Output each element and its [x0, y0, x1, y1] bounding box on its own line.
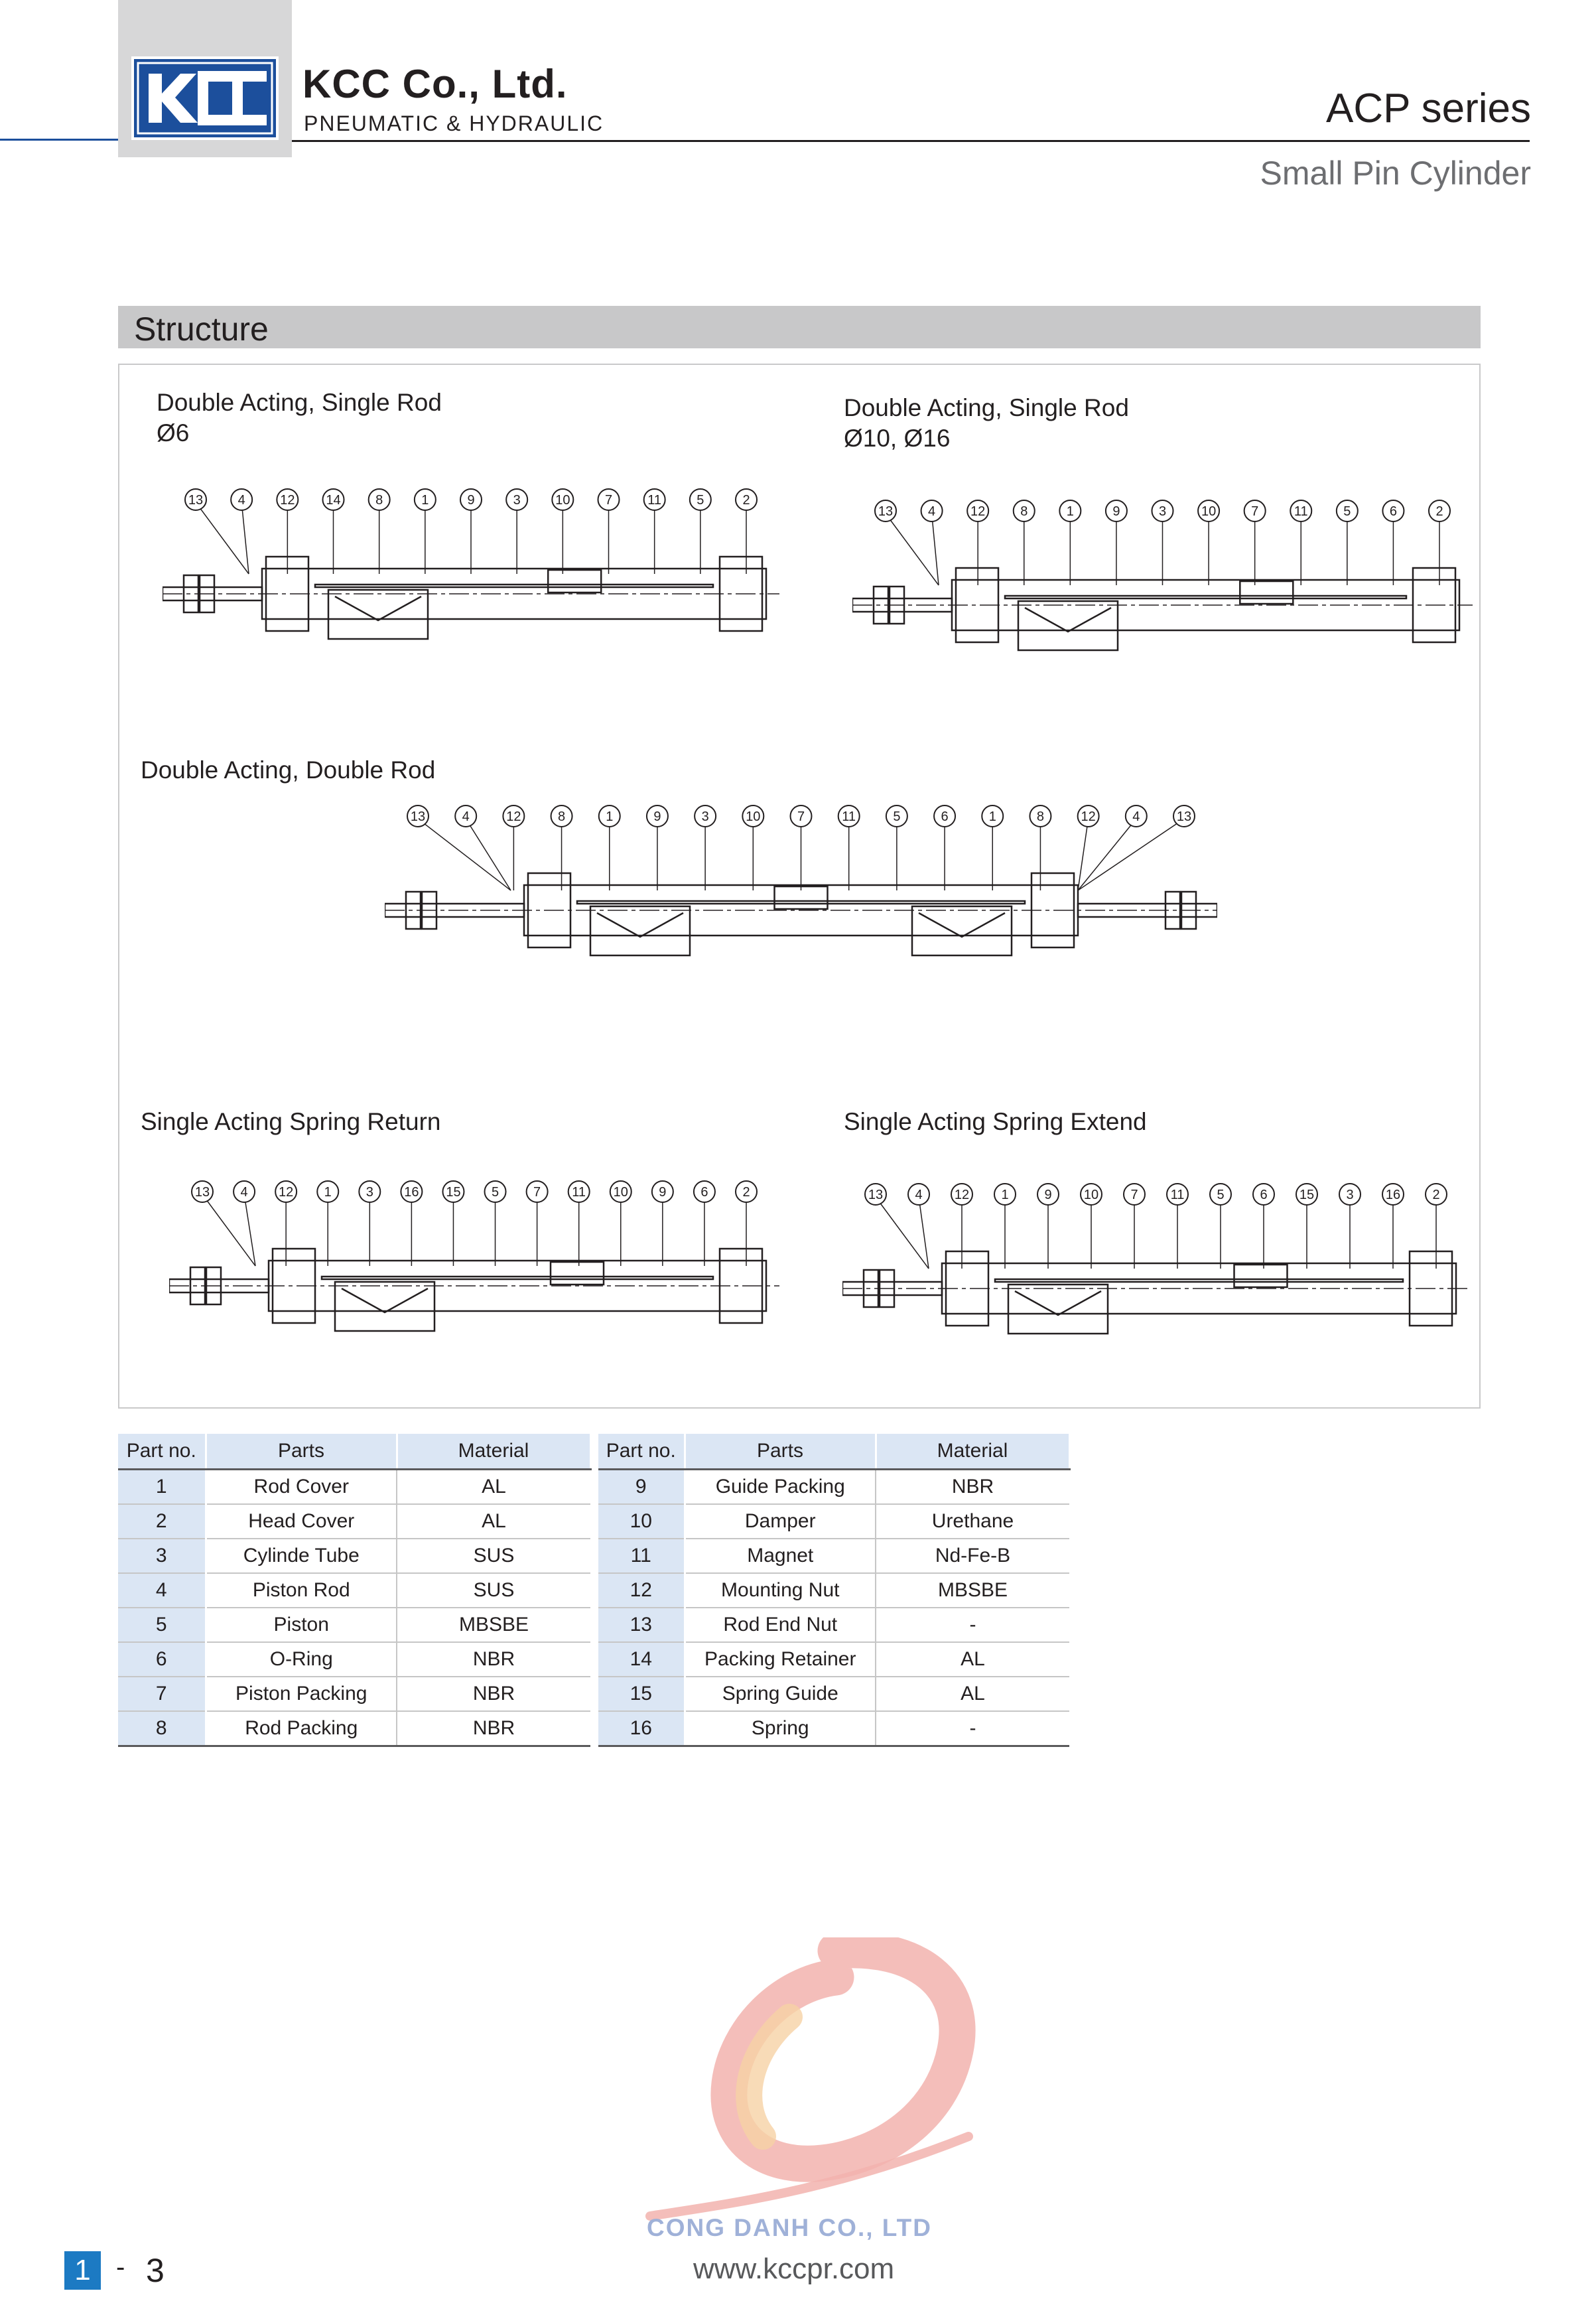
diagram-2-title: Double Acting, Single Rod	[844, 394, 1129, 421]
callout-number: 6	[1389, 504, 1397, 519]
col-header-parts: Parts	[685, 1434, 876, 1470]
callout-leader	[196, 502, 249, 574]
callout-number: 1	[1001, 1188, 1009, 1202]
col-header-material: Material	[876, 1434, 1069, 1470]
series-subtitle: Small Pin Cylinder	[1260, 155, 1531, 192]
header-rule	[292, 140, 1530, 142]
material-cell: AL	[876, 1642, 1069, 1677]
part-number-cell: 6	[118, 1642, 206, 1677]
nut-chamfer	[1025, 608, 1111, 632]
callout-number: 4	[1132, 809, 1140, 824]
part-name-cell: Head Cover	[206, 1504, 397, 1539]
material-cell: SUS	[397, 1539, 590, 1573]
callout-number: 9	[1112, 504, 1120, 519]
section-title: Structure	[134, 311, 269, 348]
callout-number: 5	[893, 809, 901, 824]
callout-number: 12	[506, 809, 521, 824]
callout-number: 8	[1036, 809, 1044, 824]
diagram-4-title: Single Acting Spring Return	[141, 1108, 441, 1135]
part-number-cell: 4	[118, 1573, 206, 1608]
callout-number: 6	[700, 1185, 708, 1200]
callout-number: 12	[954, 1188, 970, 1202]
part-name-cell: Damper	[685, 1504, 876, 1539]
part-name-cell: Piston Packing	[206, 1677, 397, 1711]
cylinder-tube-line	[322, 1277, 713, 1279]
callout-number: 5	[1217, 1188, 1225, 1202]
diagram-4-caption	[141, 1107, 441, 1137]
callout-number: 3	[366, 1185, 373, 1200]
part-number-cell: 7	[118, 1677, 206, 1711]
diagram-1-title: Double Acting, Single Rod	[157, 389, 442, 416]
callout-number: 3	[513, 493, 521, 508]
part-name-cell: Spring	[685, 1711, 876, 1746]
callout-number: 7	[1251, 504, 1259, 519]
diagram-2-caption	[844, 393, 1129, 454]
cong-danh-watermark-logo	[637, 1937, 982, 2229]
callout-leader	[241, 502, 249, 574]
callout-number: 4	[928, 504, 936, 519]
part-number-cell: 13	[598, 1608, 685, 1642]
callout-leader	[466, 819, 511, 890]
part-number-cell: 14	[598, 1642, 685, 1677]
callout-number: 6	[941, 809, 949, 824]
callout-number: 3	[701, 809, 709, 824]
material-cell: NBR	[397, 1677, 590, 1711]
part-name-cell: Mounting Nut	[685, 1573, 876, 1608]
col-header-part-no: Part no.	[598, 1434, 685, 1470]
callout-number: 10	[613, 1185, 628, 1200]
callout-number: 8	[1020, 504, 1028, 519]
callout-leader	[202, 1194, 255, 1266]
cylinder-tube-line	[577, 901, 1025, 904]
diagram-1-caption	[157, 387, 442, 449]
page-chapter-badge: 1	[64, 2251, 101, 2290]
callout-leader	[418, 819, 511, 890]
kcc-logo-mark	[134, 59, 276, 137]
piston	[1240, 581, 1293, 604]
callout-number: 1	[988, 809, 996, 824]
part-name-cell: Piston	[206, 1608, 397, 1642]
header-rule-accent	[0, 139, 118, 141]
callout-number: 9	[1044, 1188, 1052, 1202]
part-number-cell: 12	[598, 1573, 685, 1608]
material-cell: SUS	[397, 1573, 590, 1608]
callout-number: 13	[1176, 809, 1192, 824]
callout-number: 13	[868, 1188, 884, 1202]
part-number-cell: 2	[118, 1504, 206, 1539]
section-header	[118, 306, 1481, 348]
callout-number: 7	[604, 493, 613, 508]
nut-chamfer	[335, 596, 421, 620]
callout-number: 9	[653, 809, 661, 824]
mounting-block	[1008, 1285, 1108, 1334]
table-row	[598, 1539, 1069, 1573]
material-cell: AL	[876, 1677, 1069, 1711]
callout-number: 5	[491, 1185, 499, 1200]
table-row	[598, 1573, 1069, 1608]
material-cell: -	[876, 1711, 1069, 1746]
cylinder-drawing-double-double	[385, 804, 1217, 957]
callout-number: 11	[647, 493, 662, 508]
callout-number: 10	[1083, 1188, 1099, 1202]
callout-number: 5	[1343, 504, 1351, 519]
callout-number: 4	[237, 493, 245, 508]
callout-number: 11	[842, 809, 856, 824]
table-row	[118, 1642, 590, 1677]
company-tagline: PNEUMATIC & HYDRAULIC	[304, 111, 604, 135]
callout-number: 12	[280, 493, 295, 508]
callout-number: 8	[558, 809, 566, 824]
callout-number: 12	[279, 1185, 294, 1200]
material-cell: Nd-Fe-B	[876, 1539, 1069, 1573]
nut-chamfer	[342, 1289, 428, 1312]
diagram-3-title: Double Acting, Double Rod	[141, 756, 436, 784]
footer-url[interactable]: www.kccpr.com	[693, 2253, 895, 2285]
cylinder-drawing-spring-extend	[842, 1182, 1469, 1335]
mounting-block	[912, 906, 1012, 955]
callout-number: 7	[1130, 1188, 1138, 1202]
table-row	[118, 1608, 590, 1642]
callout-number: 13	[194, 1185, 210, 1200]
table-row	[598, 1642, 1069, 1677]
table-row	[598, 1677, 1069, 1711]
diagram-2-size: Ø10, Ø16	[844, 425, 951, 452]
callout-number: 11	[1170, 1188, 1185, 1202]
table-row	[118, 1470, 590, 1505]
table-row	[598, 1608, 1069, 1642]
part-number-cell: 16	[598, 1711, 685, 1746]
callout-number: 11	[1294, 504, 1308, 519]
part-number-cell: 8	[118, 1711, 206, 1746]
part-number-cell: 11	[598, 1539, 685, 1573]
callout-leader	[1078, 819, 1184, 890]
callout-number: 1	[421, 493, 429, 508]
part-number-cell: 15	[598, 1677, 685, 1711]
callout-number: 16	[404, 1185, 419, 1200]
callout-number: 8	[375, 493, 383, 508]
diagram-5-caption	[844, 1107, 1147, 1137]
table-row	[118, 1504, 590, 1539]
col-header-part-no: Part no.	[118, 1434, 206, 1470]
callout-number: 5	[697, 493, 704, 508]
company-name: KCC Co., Ltd.	[302, 62, 568, 106]
part-name-cell: O-Ring	[206, 1642, 397, 1677]
part-name-cell: Guide Packing	[685, 1470, 876, 1505]
callout-number: 12	[970, 504, 986, 519]
cylinder-tube-line	[1005, 596, 1406, 598]
part-name-cell: Rod Packing	[206, 1711, 397, 1746]
callout-number: 16	[1385, 1188, 1401, 1202]
col-header-parts: Parts	[206, 1434, 397, 1470]
callout-number: 3	[1346, 1188, 1354, 1202]
material-cell: NBR	[876, 1470, 1069, 1505]
diagram-3-caption	[141, 755, 435, 786]
callout-number: 2	[1432, 1188, 1440, 1202]
diagram-1-size: Ø6	[157, 419, 190, 447]
part-name-cell: Rod End Nut	[685, 1608, 876, 1642]
piston	[1234, 1265, 1288, 1287]
callout-number: 15	[1299, 1188, 1315, 1202]
nut-chamfer	[597, 913, 683, 937]
parts-table-left	[118, 1434, 592, 1747]
callout-number: 13	[878, 504, 894, 519]
callout-number: 11	[572, 1185, 586, 1200]
callout-number: 4	[915, 1188, 923, 1202]
table-row	[118, 1677, 590, 1711]
table-row	[598, 1470, 1069, 1505]
cylinder-drawing-double-single-10-16	[852, 499, 1473, 652]
part-number-cell: 9	[598, 1470, 685, 1505]
page-separator: -	[116, 2253, 125, 2282]
part-name-cell: Packing Retainer	[685, 1642, 876, 1677]
table-row	[118, 1539, 590, 1573]
callout-number: 10	[746, 809, 761, 824]
part-number-cell: 5	[118, 1608, 206, 1642]
callout-number: 9	[659, 1185, 667, 1200]
callout-number: 2	[742, 493, 750, 508]
cylinder-drawing-double-single-6	[163, 488, 779, 640]
piston	[551, 1262, 604, 1285]
cylinder-tube-line	[995, 1279, 1403, 1282]
table-row	[118, 1573, 590, 1608]
callout-number: 6	[1260, 1188, 1268, 1202]
material-cell: AL	[397, 1470, 590, 1505]
part-name-cell: Magnet	[685, 1539, 876, 1573]
kcc-logo	[131, 56, 279, 140]
cylinder-drawing-spring-return	[169, 1180, 779, 1332]
callout-number: 9	[467, 493, 475, 508]
callout-number: 1	[606, 809, 614, 824]
callout-number: 7	[797, 809, 805, 824]
callout-leader	[886, 514, 939, 585]
mounting-block	[335, 1282, 434, 1331]
mounting-block	[590, 906, 690, 955]
watermark-text: CONG DANH CO., LTD	[647, 2214, 932, 2241]
part-name-cell: Spring Guide	[685, 1677, 876, 1711]
logo-panel	[118, 0, 292, 157]
cylinder-tube-line	[315, 585, 713, 587]
mounting-block	[1018, 601, 1118, 650]
callout-number: 1	[324, 1185, 332, 1200]
page-number: 3	[146, 2252, 165, 2289]
diagram-5-title: Single Acting Spring Extend	[844, 1108, 1147, 1135]
table-row	[598, 1711, 1069, 1746]
callout-number: 13	[188, 493, 204, 508]
part-number-cell: 1	[118, 1470, 206, 1505]
callout-number: 2	[1435, 504, 1443, 519]
callout-number: 14	[326, 493, 341, 508]
col-header-material: Material	[397, 1434, 590, 1470]
material-cell: MBSBE	[876, 1573, 1069, 1608]
material-cell: Urethane	[876, 1504, 1069, 1539]
material-cell: MBSBE	[397, 1608, 590, 1642]
callout-number: 7	[533, 1185, 541, 1200]
nut-chamfer	[919, 913, 1005, 937]
callout-number: 4	[240, 1185, 248, 1200]
callout-number: 10	[555, 493, 570, 508]
part-name-cell: Rod Cover	[206, 1470, 397, 1505]
nut-chamfer	[1015, 1291, 1101, 1315]
callout-number: 13	[410, 809, 426, 824]
callout-number: 10	[1201, 504, 1217, 519]
callout-number: 1	[1066, 504, 1074, 519]
material-cell: AL	[397, 1504, 590, 1539]
callout-number: 12	[1081, 809, 1096, 824]
callout-number: 15	[446, 1185, 461, 1200]
table-row	[118, 1711, 590, 1746]
table-row	[598, 1504, 1069, 1539]
part-name-cell: Cylinde Tube	[206, 1539, 397, 1573]
material-cell: -	[876, 1608, 1069, 1642]
material-cell: NBR	[397, 1711, 590, 1746]
callout-number: 3	[1158, 504, 1167, 519]
callout-number: 2	[742, 1185, 750, 1200]
part-number-cell: 3	[118, 1539, 206, 1573]
callout-leader	[244, 1194, 255, 1266]
part-number-cell: 10	[598, 1504, 685, 1539]
series-title: ACP series	[1326, 86, 1531, 131]
material-cell: NBR	[397, 1642, 590, 1677]
mounting-block	[328, 590, 428, 639]
part-name-cell: Piston Rod	[206, 1573, 397, 1608]
parts-table-right	[598, 1434, 1071, 1747]
callout-leader	[932, 514, 939, 585]
callout-number: 4	[462, 809, 470, 824]
piston	[548, 570, 601, 592]
